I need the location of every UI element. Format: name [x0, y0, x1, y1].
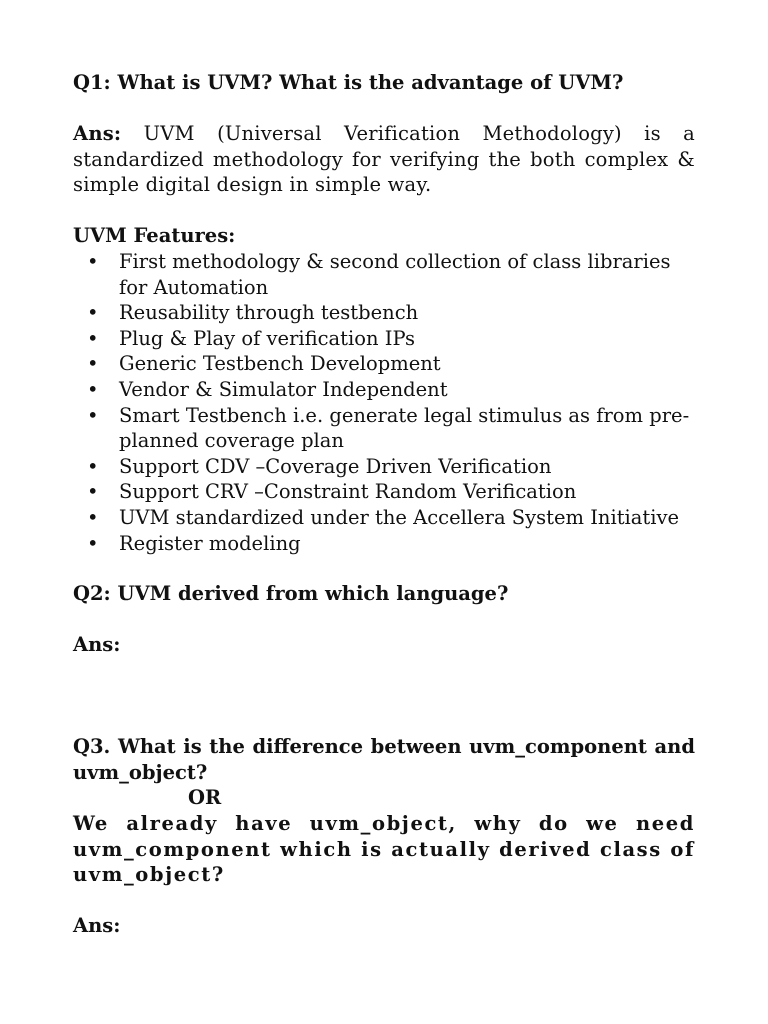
list-item: • Support CDV –Coverage Driven Verification	[87, 454, 552, 478]
q3-answer-label: Ans:	[73, 914, 121, 937]
list-item: • Support CRV –Constraint Random Verification	[87, 480, 577, 504]
q1-features-heading: UVM Features:	[73, 224, 236, 247]
list-item: • UVM standardized under the Accellera System Initiative	[87, 505, 680, 529]
bullet-icon: •	[87, 505, 99, 529]
bullet-icon: •	[87, 480, 99, 504]
bullet-icon: •	[87, 250, 99, 273]
bullet-icon: •	[87, 454, 99, 478]
q2-answer-label: Ans:	[73, 633, 121, 656]
q3-or-text: OR	[188, 786, 222, 809]
bullet-icon: •	[87, 301, 99, 325]
list-item: • Vendor & Simulator Independent	[87, 377, 448, 401]
bullet-icon: •	[87, 377, 99, 401]
q3-alt-question: We already have uvm_object, why do we need uvm_component which is actually derived class of uvm_object?	[73, 812, 695, 887]
q1-features-list	[73, 249, 695, 556]
q1-question: Q1: What is UVM? What is the advantage of UVM?	[73, 71, 624, 94]
q1-answer-label: Ans:	[73, 122, 122, 145]
q1-answer-text: UVM (Universal Verification Methodology) is a standardized methodology for verifying the both complex & simple digital design in simple way.	[73, 122, 695, 197]
list-item: • Smart Testbench i.e. generate legal stimulus as from pre-planned coverage plan	[87, 403, 690, 453]
list-item: • Reusability through testbench	[87, 301, 419, 325]
list-item: • Register modeling	[87, 531, 301, 555]
q1-answer	[73, 121, 695, 198]
bullet-icon: •	[87, 531, 99, 555]
list-item: • Plug & Play of verification IPs	[87, 326, 416, 350]
q3-question: Q3. What is the difference between uvm_component and uvm_object?	[73, 735, 695, 784]
list-item: • First methodology & second collection of class libraries for Automation	[87, 250, 671, 299]
list-item: • Generic Testbench Development	[87, 352, 441, 376]
bullet-icon: •	[87, 403, 99, 427]
bullet-icon: •	[87, 326, 99, 350]
q2-question: Q2: UVM derived from which language?	[73, 582, 509, 605]
bullet-icon: •	[87, 352, 99, 376]
